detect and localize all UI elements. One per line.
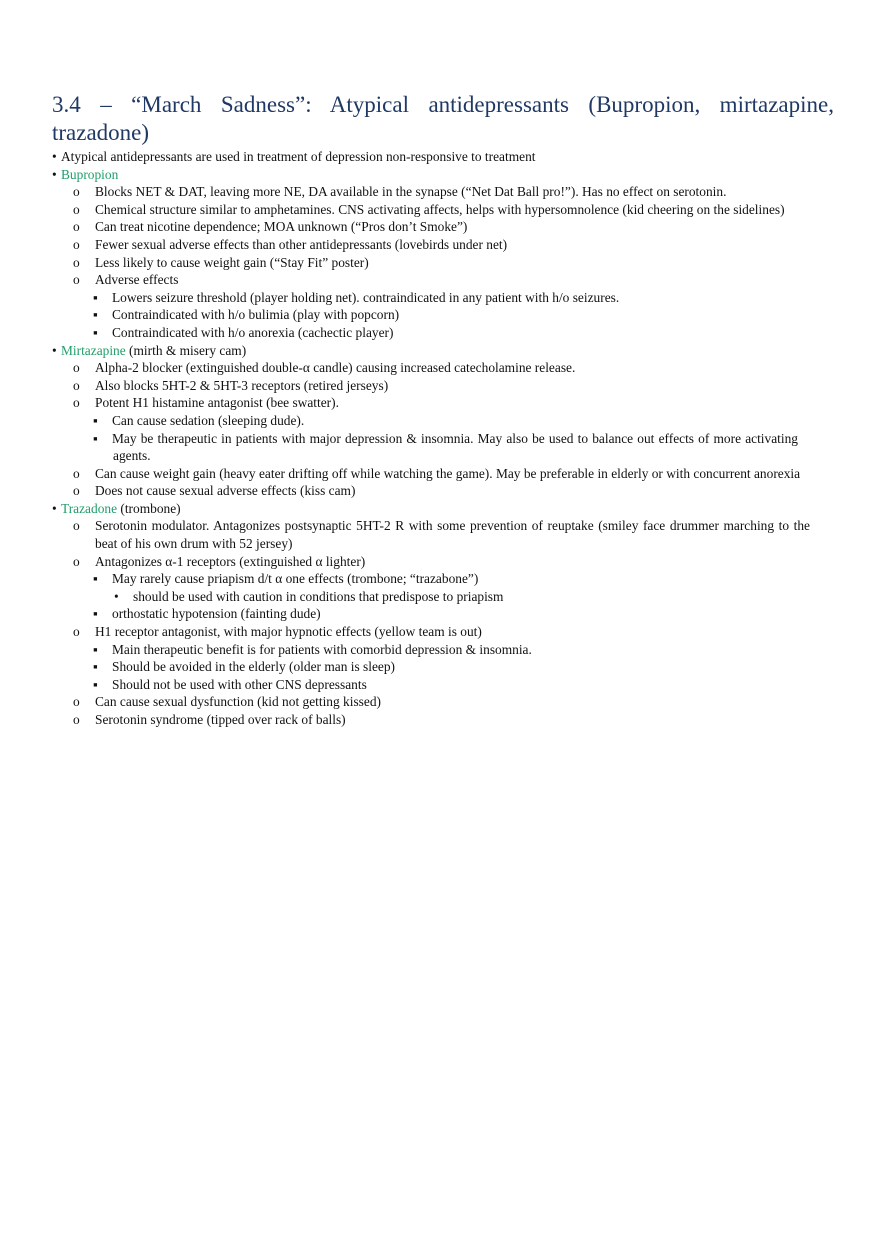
list-item bbox=[0, 430, 798, 465]
bullet-marker: ▪ bbox=[93, 430, 98, 446]
list-item bbox=[0, 658, 880, 676]
item-text: Also blocks 5HT-2 & 5HT-3 receptors (retired jerseys) bbox=[95, 377, 389, 393]
item-text: (mirth & misery cam) bbox=[125, 342, 247, 358]
bullet-marker: o bbox=[73, 483, 80, 499]
list-item bbox=[0, 412, 880, 430]
bullet-marker: • bbox=[52, 342, 57, 358]
bullet-marker: ▪ bbox=[93, 659, 98, 675]
item-text: Should not be used with other CNS depressants bbox=[112, 676, 367, 692]
bullet-marker: o bbox=[73, 395, 80, 411]
list-item bbox=[0, 289, 880, 307]
bullet-marker: ▪ bbox=[93, 307, 98, 323]
bullet-marker: o bbox=[73, 236, 80, 252]
item-text: H1 receptor antagonist, with major hypnotic effects (yellow team is out) bbox=[95, 624, 482, 640]
bullet-marker: ▪ bbox=[93, 641, 98, 657]
list-item bbox=[0, 676, 880, 694]
page-title: 3.4 – “March Sadness”: Atypical antidepressants (Bupropion, mirtazapine, trazadone) bbox=[52, 92, 834, 145]
item-text: Potent H1 histamine antagonist (bee swatter). bbox=[95, 395, 339, 411]
bullet-marker: o bbox=[73, 184, 80, 200]
item-text: Chemical structure similar to amphetamines. CNS activating affects, helps with hypersomnolence (kid cheering on the sidelines) bbox=[95, 201, 785, 217]
item-text: Can cause sexual dysfunction (kid not getting kissed) bbox=[95, 694, 381, 710]
bullet-marker: o bbox=[73, 553, 80, 569]
list-item bbox=[0, 377, 880, 395]
bullet-marker: • bbox=[52, 500, 57, 516]
bullet-marker: ▪ bbox=[93, 571, 98, 587]
item-text: Fewer sexual adverse effects than other antidepressants (lovebirds under net) bbox=[95, 236, 508, 252]
bullet-marker: • bbox=[52, 149, 57, 164]
bullet-marker: o bbox=[73, 201, 80, 217]
list-item bbox=[0, 482, 880, 500]
bullet-marker: • bbox=[52, 166, 57, 182]
list-item bbox=[0, 605, 880, 623]
list-item bbox=[0, 465, 810, 483]
list-item bbox=[0, 359, 880, 377]
item-text: Atypical antidepressants are used in treatment of depression non-responsive to treatment bbox=[61, 149, 536, 164]
bullet-marker: o bbox=[73, 624, 80, 640]
bullet-marker: o bbox=[73, 219, 80, 235]
item-text: Contraindicated with h/o bulimia (play with popcorn) bbox=[112, 307, 400, 323]
item-text: should be used with caution in conditions that predispose to priapism bbox=[133, 588, 504, 604]
list-item bbox=[0, 306, 880, 324]
bullet-marker: o bbox=[73, 377, 80, 393]
item-text: orthostatic hypotension (fainting dude) bbox=[112, 606, 321, 622]
item-text: Main therapeutic benefit is for patients with comorbid depression & insomnia. bbox=[112, 641, 532, 657]
list-item-bupropion bbox=[0, 166, 880, 184]
item-text: Alpha-2 blocker (extinguished double-α candle) causing increased catecholamine release. bbox=[95, 360, 576, 376]
item-text: Less likely to cause weight gain (“Stay Fit” poster) bbox=[95, 254, 369, 270]
item-text: Blocks NET & DAT, leaving more NE, DA available in the synapse (“Net Dat Ball pro!”). Has no effect on serotonin. bbox=[95, 184, 727, 200]
drug-name-bupropion: Bupropion bbox=[61, 166, 119, 182]
list-item bbox=[0, 517, 810, 552]
item-text: Can cause sedation (sleeping dude). bbox=[112, 412, 305, 428]
bullet-marker: o bbox=[73, 518, 80, 534]
item-text: Contraindicated with h/o anorexia (cachectic player) bbox=[112, 324, 394, 340]
list-item bbox=[0, 623, 880, 641]
list-item bbox=[0, 693, 880, 711]
item-text: Does not cause sexual adverse effects (kiss cam) bbox=[95, 483, 356, 499]
list-item bbox=[0, 271, 880, 289]
item-text: Adverse effects bbox=[95, 272, 179, 288]
item-text: (trombone) bbox=[117, 500, 181, 516]
list-item bbox=[0, 394, 880, 412]
drug-name-mirtazapine: Mirtazapine bbox=[61, 342, 126, 358]
item-text: Should be avoided in the elderly (older man is sleep) bbox=[112, 659, 395, 675]
bullet-marker: o bbox=[73, 360, 80, 376]
bullet-marker: ▪ bbox=[93, 606, 98, 622]
bullet-marker: o bbox=[73, 254, 80, 270]
bullet-marker: o bbox=[73, 272, 80, 288]
item-text: Serotonin modulator. Antagonizes postsynaptic 5HT-2 R with some prevention of reuptake (smiley face drummer marching to the beat of his own drum with 52 jersey) bbox=[95, 518, 810, 552]
list-item bbox=[0, 641, 880, 659]
bullet-marker: ▪ bbox=[93, 289, 98, 305]
list-item bbox=[0, 588, 880, 606]
bullet-marker: o bbox=[73, 712, 80, 727]
list-item bbox=[0, 218, 880, 236]
item-text: May be therapeutic in patients with major depression & insomnia. May also be used to balance out effects of more activating agents. bbox=[112, 430, 798, 464]
bullet-list bbox=[0, 148, 880, 729]
list-item bbox=[0, 254, 880, 272]
item-text: Serotonin syndrome (tipped over rack of balls) bbox=[95, 712, 346, 727]
item-text: Antagonizes α-1 receptors (extinguished α lighter) bbox=[95, 553, 366, 569]
item-text: Can treat nicotine dependence; MOA unknown (“Pros don’t Smoke”) bbox=[95, 219, 468, 235]
list-item bbox=[0, 236, 880, 254]
list-item bbox=[0, 553, 880, 571]
bullet-marker: • bbox=[114, 588, 119, 604]
list-item bbox=[0, 183, 880, 201]
bullet-marker: ▪ bbox=[93, 324, 98, 340]
bullet-marker: ▪ bbox=[93, 412, 98, 428]
item-text: Can cause weight gain (heavy eater drifting off while watching the game). May be preferable in elderly or with concurrent anorexia bbox=[95, 465, 801, 481]
bullet-marker: ▪ bbox=[93, 676, 98, 692]
item-text: Lowers seizure threshold (player holding net). contraindicated in any patient with h/o seizures. bbox=[112, 289, 620, 305]
list-item bbox=[0, 570, 880, 588]
list-item bbox=[0, 324, 880, 342]
list-item-trazadone bbox=[0, 500, 880, 518]
bullet-marker: o bbox=[73, 465, 80, 481]
drug-name-trazadone: Trazadone bbox=[61, 500, 118, 516]
list-item bbox=[0, 201, 810, 219]
item-text: May rarely cause priapism d/t α one effects (trombone; “trazabone”) bbox=[112, 571, 479, 587]
list-item bbox=[0, 148, 880, 166]
list-item bbox=[0, 711, 880, 729]
bullet-marker: o bbox=[73, 694, 80, 710]
list-item-mirtazapine bbox=[0, 342, 880, 360]
